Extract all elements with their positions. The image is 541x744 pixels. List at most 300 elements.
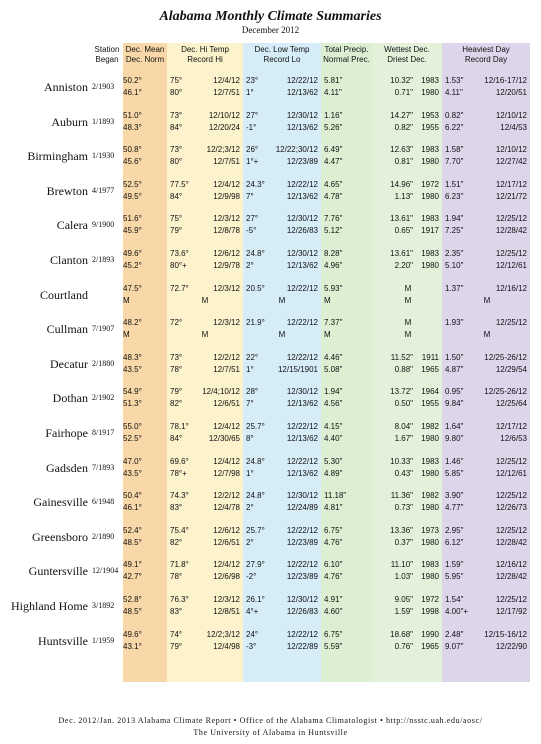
record-hi-date: 12/8/51 xyxy=(213,607,240,616)
dec-hi-value: 71.8° xyxy=(170,560,189,570)
dec-mean-cell: 52.4° xyxy=(123,525,142,535)
record-lo-value: 4°+ xyxy=(246,607,259,616)
record-lo-value: -3° xyxy=(246,641,257,651)
record-lo-date: 12/13/62 xyxy=(286,122,318,132)
driest-year: 1955 xyxy=(421,399,439,409)
heaviest-day-value: 1.53" xyxy=(445,76,464,85)
wettest-value: 9.05" xyxy=(394,595,413,604)
dec-hi-value: 78.1° xyxy=(170,422,189,431)
station-name: Clanton xyxy=(50,253,88,267)
record-lo-value: 2° xyxy=(246,261,254,270)
dec-norm-cell: 48.3° xyxy=(123,122,142,132)
record-lo-date: 12/13/62 xyxy=(286,434,318,443)
table-row xyxy=(0,70,541,104)
dec-mean-cell: 50.2° xyxy=(123,76,142,85)
record-lo-date: 12/24/89 xyxy=(286,503,318,513)
normal-precip-cell: 4.89" xyxy=(324,468,343,478)
dec-hi-value: 69.6° xyxy=(170,456,189,466)
heaviest-day-date: 12/25/12 xyxy=(495,491,527,501)
record-day-value: 7.70" xyxy=(445,157,464,167)
dec-mean-cell: 52.8° xyxy=(123,595,142,604)
record-lo-date: 12/13/62 xyxy=(286,191,318,201)
dec-lo-date: 12/22/12 xyxy=(286,76,318,85)
station-name: Gadsden xyxy=(46,460,88,475)
record-lo-value: -2° xyxy=(246,572,257,582)
dec-hi-date: 12/6/12 xyxy=(213,249,240,258)
heaviest-day-value: 1.93" xyxy=(445,318,464,328)
driest-value: 2.20" xyxy=(394,261,413,270)
heaviest-day-date: 12/25-26/12 xyxy=(484,352,527,362)
dec-hi-value: 72.7° xyxy=(170,283,189,293)
heaviest-day-date: 12/16/12 xyxy=(495,283,527,293)
dec-hi-value: 73° xyxy=(170,352,183,362)
total-precip-cell: 6.75" xyxy=(324,629,343,639)
header-station: Station Began xyxy=(94,45,120,64)
heaviest-day-value: 1.58" xyxy=(445,145,464,155)
driest-year: 1980 xyxy=(421,503,439,513)
dec-lo-value: 22° xyxy=(246,352,259,362)
record-lo-value: 1° xyxy=(246,364,254,374)
normal-precip-cell: 4.56" xyxy=(324,399,343,409)
record-hi-value: 80°+ xyxy=(170,261,187,270)
station-name: Fairhope xyxy=(45,426,88,440)
record-lo-value: 1°+ xyxy=(246,157,259,167)
dec-hi-value: 73° xyxy=(170,145,183,155)
dec-lo-value: 27° xyxy=(246,214,259,224)
table-row xyxy=(0,278,541,312)
record-day-value: 6.23" xyxy=(445,191,464,201)
wettest-value: 13.61" xyxy=(390,249,413,258)
dec-hi-value: 72° xyxy=(170,318,183,328)
header-precip: Total Precip. Normal Prec. xyxy=(323,45,370,64)
record-hi-value: 83° xyxy=(170,503,183,513)
heaviest-day-date: 12/25/12 xyxy=(495,595,527,604)
table-row xyxy=(0,589,541,623)
record-day-value: 7.25" xyxy=(445,226,464,236)
record-day-value: 5.95" xyxy=(445,572,464,582)
dec-lo-value: 28° xyxy=(246,387,259,397)
dec-lo-date: 12/22/12 xyxy=(286,629,318,639)
record-day-value: 4.77" xyxy=(445,503,464,513)
driest-year: 1980 xyxy=(421,572,439,582)
dec-hi-date: 12/4/12 xyxy=(213,422,240,431)
dec-norm-cell: 46.1° xyxy=(123,503,142,513)
total-precip-cell: 5.81" xyxy=(324,76,343,85)
table-row xyxy=(0,381,541,415)
header-low-temp: Dec. Low Temp Record Lo xyxy=(254,45,310,64)
record-lo-date: 12/13/62 xyxy=(286,88,318,97)
wettest-value: 13.36" xyxy=(390,525,413,535)
dec-norm-cell: 49.5° xyxy=(123,191,142,201)
dec-mean-cell: 50.8° xyxy=(123,145,142,155)
wettest-value: M xyxy=(404,318,412,328)
station-began: 7/1893 xyxy=(92,462,115,472)
dec-norm-cell: 48.5° xyxy=(123,607,142,616)
dec-hi-value: 75° xyxy=(170,214,183,224)
table-row xyxy=(0,347,541,381)
wettest-year: 1983 xyxy=(421,145,439,155)
record-hi-value: 83° xyxy=(170,607,183,616)
normal-precip-cell: 4.11" xyxy=(324,88,342,97)
station-began: 4/1977 xyxy=(92,185,115,195)
total-precip-cell: 11.18" xyxy=(324,491,347,501)
station-name: Gainesville xyxy=(33,495,88,510)
dec-lo-value: 24.8° xyxy=(246,249,265,258)
dec-lo-date: 12/22/12 xyxy=(286,352,318,362)
record-lo-value: 1° xyxy=(246,468,254,478)
dec-hi-value: 77.5° xyxy=(170,179,189,189)
record-day-date: 12/17/92 xyxy=(495,607,527,616)
record-day-value: M xyxy=(483,330,491,340)
driest-value: 1.13" xyxy=(394,191,413,201)
record-hi-value: M xyxy=(201,330,209,340)
dec-lo-value: 27.9° xyxy=(246,560,265,570)
total-precip-cell: 8.28" xyxy=(324,249,343,258)
wettest-year: 1990 xyxy=(421,629,439,639)
dec-lo-date: 12/22/12 xyxy=(286,283,318,293)
dec-hi-date: 12/2;3/12 xyxy=(206,629,240,639)
station-name: Dothan xyxy=(52,391,88,406)
dec-hi-value: 74° xyxy=(170,629,183,639)
table-row xyxy=(0,624,541,658)
station-name: Auburn xyxy=(51,114,88,129)
heaviest-day-value: 0.95" xyxy=(445,387,464,397)
record-hi-date: 12/20/24 xyxy=(208,122,240,132)
record-hi-date: 12/9/78 xyxy=(213,261,240,270)
page-title: Alabama Monthly Climate Summaries xyxy=(159,9,382,24)
dec-norm-cell: 46.1° xyxy=(123,88,142,97)
station-name: Decatur xyxy=(50,356,88,371)
record-lo-value: 7° xyxy=(246,191,254,201)
record-hi-date: 12/6/51 xyxy=(213,537,240,547)
table-row xyxy=(0,520,541,554)
record-day-date: 12/4/53 xyxy=(500,122,527,132)
heaviest-day-date: 12/15-16/12 xyxy=(484,629,527,639)
dec-norm-cell: 45.9° xyxy=(123,226,142,236)
station-name: Huntsville xyxy=(38,633,88,648)
record-lo-date: 12/23/89 xyxy=(286,537,318,547)
dec-mean-cell: 49.6° xyxy=(123,629,142,639)
record-hi-date: 12/7/98 xyxy=(213,468,240,478)
dec-mean-cell: 47.0° xyxy=(123,456,142,466)
total-precip-cell: 4.15" xyxy=(324,422,343,431)
record-day-date: 12/12/61 xyxy=(495,261,527,270)
dec-mean-cell: 52.5° xyxy=(123,179,142,189)
record-day-value: 6.22" xyxy=(445,122,464,132)
record-day-value: 5.10" xyxy=(445,261,464,270)
station-began: 2/1903 xyxy=(92,82,115,91)
dec-lo-date: 12/30/12 xyxy=(286,595,318,604)
driest-year: 1998 xyxy=(421,607,439,616)
heaviest-day-value: 1.94" xyxy=(445,214,464,224)
header-hi-temp: Dec. Hi Temp Record Hi xyxy=(181,45,229,64)
record-lo-date: 12/26/83 xyxy=(286,607,318,616)
record-lo-date: 12/23/89 xyxy=(286,572,318,582)
table-row xyxy=(0,485,541,519)
total-precip-cell: 4.65" xyxy=(324,179,343,189)
dec-lo-date: 12/30/12 xyxy=(286,110,318,120)
driest-value: 0.37" xyxy=(394,537,413,547)
record-hi-date: 12/4/98 xyxy=(213,641,240,651)
header-heaviest: Heaviest Day Record Day xyxy=(462,45,510,64)
dec-lo-value: 25.7° xyxy=(246,422,265,431)
station-began: 2/1902 xyxy=(92,393,115,403)
record-hi-value: 78° xyxy=(170,572,183,582)
dec-norm-cell: 45.6° xyxy=(123,157,142,167)
dec-hi-value: 75.4° xyxy=(170,525,189,535)
record-day-date: 12/26/73 xyxy=(495,503,527,513)
dec-hi-date: 12/2/12 xyxy=(213,491,240,501)
dec-mean-cell: 54.9° xyxy=(123,387,142,397)
record-lo-value: -5° xyxy=(246,226,257,236)
station-began: 1/1959 xyxy=(92,635,115,645)
record-day-date: 12/12/61 xyxy=(495,468,527,478)
record-hi-value: 80° xyxy=(170,157,183,167)
record-lo-date: 12/22/89 xyxy=(286,641,318,651)
dec-hi-date: 12/3/12 xyxy=(213,214,240,224)
driest-year: 1980 xyxy=(421,468,439,478)
heaviest-day-date: 12/10/12 xyxy=(495,110,527,120)
total-precip-cell: 1.16" xyxy=(324,110,343,120)
dec-hi-value: 73.6° xyxy=(170,249,189,258)
heaviest-day-value: 2.48" xyxy=(445,629,464,639)
wettest-value: 10.32" xyxy=(390,76,413,85)
record-day-date: 12/20/51 xyxy=(495,88,527,97)
record-lo-date: 12/13/62 xyxy=(286,261,318,270)
dec-lo-date: 12/30/12 xyxy=(286,491,318,501)
record-day-value: 9.07" xyxy=(445,641,464,651)
dec-mean-cell: 49.6° xyxy=(123,249,142,258)
record-hi-value: 84° xyxy=(170,122,183,132)
dec-mean-cell: 50.4° xyxy=(123,491,142,501)
dec-hi-date: 12/2/12 xyxy=(213,352,240,362)
wettest-value: M xyxy=(404,283,412,293)
station-name: Brewton xyxy=(46,183,88,198)
heaviest-day-value: 1.46" xyxy=(445,456,464,466)
wettest-value: 18.68" xyxy=(390,629,413,639)
normal-precip-cell: 4.60" xyxy=(324,607,343,616)
normal-precip-cell: 5.26" xyxy=(324,122,343,132)
record-lo-value: 1° xyxy=(246,88,254,97)
driest-year: 1965 xyxy=(421,364,439,374)
wettest-year: 1983 xyxy=(421,456,439,466)
wettest-year: 1983 xyxy=(421,76,439,85)
record-day-date: 12/28/42 xyxy=(495,537,527,547)
wettest-value: 12.63" xyxy=(390,145,413,155)
station-name: Guntersville xyxy=(28,564,88,579)
dec-lo-value: 25.7° xyxy=(246,525,265,535)
station-began: 1/1930 xyxy=(92,151,115,161)
record-lo-date: 12/13/62 xyxy=(286,468,318,478)
dec-lo-date: 12/30/12 xyxy=(286,387,318,397)
driest-value: M xyxy=(404,295,412,305)
wettest-year: 1972 xyxy=(421,595,439,604)
normal-precip-cell: 4.76" xyxy=(324,572,343,582)
driest-year: 1980 xyxy=(421,434,439,443)
header-wettest: Wettest Dec. Driest Dec. xyxy=(384,45,430,64)
dec-hi-value: 79° xyxy=(170,387,183,397)
dec-lo-value: 20.5° xyxy=(246,283,265,293)
dec-hi-date: 12/4/12 xyxy=(213,560,240,570)
dec-lo-date: 12/22/12 xyxy=(286,422,318,431)
table-row xyxy=(0,416,541,450)
record-hi-date: 12/7/51 xyxy=(213,364,240,374)
wettest-value: 11.36" xyxy=(390,491,413,501)
dec-lo-date: 12/30/12 xyxy=(286,214,318,224)
station-began: 3/1892 xyxy=(92,601,115,610)
record-hi-date: 12/8/78 xyxy=(213,226,240,236)
driest-year: 1965 xyxy=(421,641,439,651)
dec-hi-date: 12/3/12 xyxy=(213,595,240,604)
footer-line-1: Dec. 2012/Jan. 2013 Alabama Climate Report • Office of the Alabama Climatologist • http://nsstc.uah.edu/aosc/ xyxy=(58,716,483,725)
total-precip-cell: 5.93" xyxy=(324,283,343,293)
total-precip-cell: 6.75" xyxy=(324,525,343,535)
heaviest-day-date: 12/10/12 xyxy=(495,145,527,155)
dec-hi-date: 12/2;3/12 xyxy=(206,145,240,155)
total-precip-cell: 7.37" xyxy=(324,318,343,328)
station-name: Cullman xyxy=(46,322,88,337)
heaviest-day-value: 1.59" xyxy=(445,560,464,570)
record-hi-date: 12/4/78 xyxy=(213,503,240,513)
driest-value: 0.81" xyxy=(394,157,413,167)
station-name: Highland Home xyxy=(11,599,88,613)
dec-hi-date: 12/4/12 xyxy=(213,456,240,466)
record-hi-value: M xyxy=(201,295,209,305)
heaviest-day-value: 1.64" xyxy=(445,422,464,431)
record-hi-date: 12/30/65 xyxy=(208,434,240,443)
record-hi-date: 12/7/51 xyxy=(213,157,240,167)
wettest-year: 1911 xyxy=(421,352,439,362)
heaviest-day-date: 12/16/12 xyxy=(495,560,527,570)
dec-hi-date: 12/3/12 xyxy=(213,283,240,293)
record-day-date: 12/25/64 xyxy=(495,399,527,409)
record-hi-date: 12/9/98 xyxy=(213,191,240,201)
dec-mean-cell: 49.1° xyxy=(123,560,142,570)
record-day-date: 12/28/42 xyxy=(495,572,527,582)
record-day-date: 12/22/90 xyxy=(495,641,527,651)
record-day-value: 9.80" xyxy=(445,434,464,443)
wettest-value: 10.33" xyxy=(390,456,413,466)
record-lo-value: 2° xyxy=(246,503,254,513)
header-mean: Dec. Mean Dec. Norm xyxy=(125,45,165,64)
wettest-year: 1972 xyxy=(421,179,439,189)
table-row xyxy=(0,105,541,139)
dec-lo-value: 21.9° xyxy=(246,318,265,328)
dec-lo-date: 12/22/12 xyxy=(286,179,318,189)
dec-norm-cell: 45.2° xyxy=(123,261,142,270)
station-name: Calera xyxy=(56,218,88,233)
normal-precip-cell: 4.40" xyxy=(324,434,343,443)
wettest-year: 1982 xyxy=(421,491,439,501)
driest-value: 0.43" xyxy=(394,468,413,478)
normal-precip-cell: 4.76" xyxy=(324,537,343,547)
record-hi-date: 12/6/98 xyxy=(213,572,240,582)
record-lo-date: 12/23/89 xyxy=(286,157,318,167)
record-hi-date: 12/6/51 xyxy=(213,399,240,409)
wettest-value: 8.04" xyxy=(394,422,413,431)
total-precip-cell: 1.94" xyxy=(324,387,343,397)
driest-year: 1980 xyxy=(421,191,439,201)
dec-lo-date: 12/22/12 xyxy=(286,560,318,570)
heaviest-day-date: 12/25/12 xyxy=(495,249,527,258)
dec-norm-cell: 43.5° xyxy=(123,364,142,374)
record-day-value: 4.00"+ xyxy=(445,607,469,616)
table-row xyxy=(0,139,541,173)
dec-mean-cell: 55.0° xyxy=(123,422,142,431)
station-began: 7/1907 xyxy=(92,324,115,334)
table-row xyxy=(0,174,541,208)
heaviest-day-date: 12/16-17/12 xyxy=(484,76,527,85)
heaviest-day-date: 12/25/12 xyxy=(495,214,527,224)
heaviest-day-value: 1.51" xyxy=(445,179,464,189)
dec-lo-value: 26.1° xyxy=(246,595,265,604)
driest-value: 1.59" xyxy=(394,607,413,616)
normal-precip-cell: 4.78" xyxy=(324,191,343,201)
dec-lo-value: 23° xyxy=(246,76,259,85)
station-began: 9/1900 xyxy=(92,220,115,230)
dec-mean-cell: 48.2° xyxy=(123,318,142,328)
record-day-date: 12/28/42 xyxy=(495,226,527,236)
record-hi-value: 79° xyxy=(170,226,183,236)
record-hi-value: 84° xyxy=(170,434,183,443)
wettest-value: 14.27" xyxy=(390,110,413,120)
wettest-year: 1983 xyxy=(421,214,439,224)
dec-lo-date: 12/30/12 xyxy=(286,249,318,258)
dec-hi-date: 12/10/12 xyxy=(208,110,240,120)
dec-hi-value: 73° xyxy=(170,110,183,120)
driest-year: 1917 xyxy=(421,226,439,236)
dec-hi-value: 76.3° xyxy=(170,595,189,604)
driest-year: 1980 xyxy=(421,88,439,97)
record-hi-value: 78°+ xyxy=(170,468,187,478)
driest-year: 1980 xyxy=(421,157,439,167)
normal-precip-cell: 5.59" xyxy=(324,641,343,651)
dec-norm-cell: M xyxy=(123,295,130,305)
record-lo-date: 12/13/62 xyxy=(286,399,318,409)
driest-value: 0.71" xyxy=(394,88,413,97)
dec-lo-value: 24.8° xyxy=(246,456,265,466)
table-row xyxy=(0,208,541,242)
table-row xyxy=(0,451,541,485)
dec-hi-value: 74.3° xyxy=(170,491,189,501)
heaviest-day-date: 12/17/12 xyxy=(495,179,527,189)
dec-lo-date: 12/22/12 xyxy=(286,525,318,535)
dec-lo-value: 27° xyxy=(246,110,259,120)
wettest-value: 13.61" xyxy=(390,214,413,224)
heaviest-day-date: 12/17/12 xyxy=(495,422,527,431)
record-lo-date: 12/26/83 xyxy=(286,226,318,236)
station-name: Birmingham xyxy=(27,149,88,164)
dec-lo-value: 24.3° xyxy=(246,179,265,189)
driest-value: 1.67" xyxy=(394,434,413,443)
total-precip-cell: 6.49" xyxy=(324,145,343,155)
dec-norm-cell: 43.5° xyxy=(123,468,142,478)
dec-mean-cell: 51.6° xyxy=(123,214,142,224)
driest-value: 0.65" xyxy=(394,226,413,236)
page-subtitle: December 2012 xyxy=(241,25,300,35)
record-lo-value: 8° xyxy=(246,434,254,443)
heaviest-day-value: 1.54" xyxy=(445,595,464,604)
dec-lo-value: 24.8° xyxy=(246,491,265,501)
driest-value: 0.50" xyxy=(394,399,413,409)
record-day-value: 6.12" xyxy=(445,537,464,547)
station-name: Greensboro xyxy=(32,529,88,544)
total-precip-cell: 5.30" xyxy=(324,456,343,466)
dec-norm-cell: 43.1° xyxy=(123,641,142,651)
station-table xyxy=(0,70,541,680)
wettest-value: 13.72" xyxy=(390,387,413,397)
record-day-date: 12/21/72 xyxy=(495,191,527,201)
